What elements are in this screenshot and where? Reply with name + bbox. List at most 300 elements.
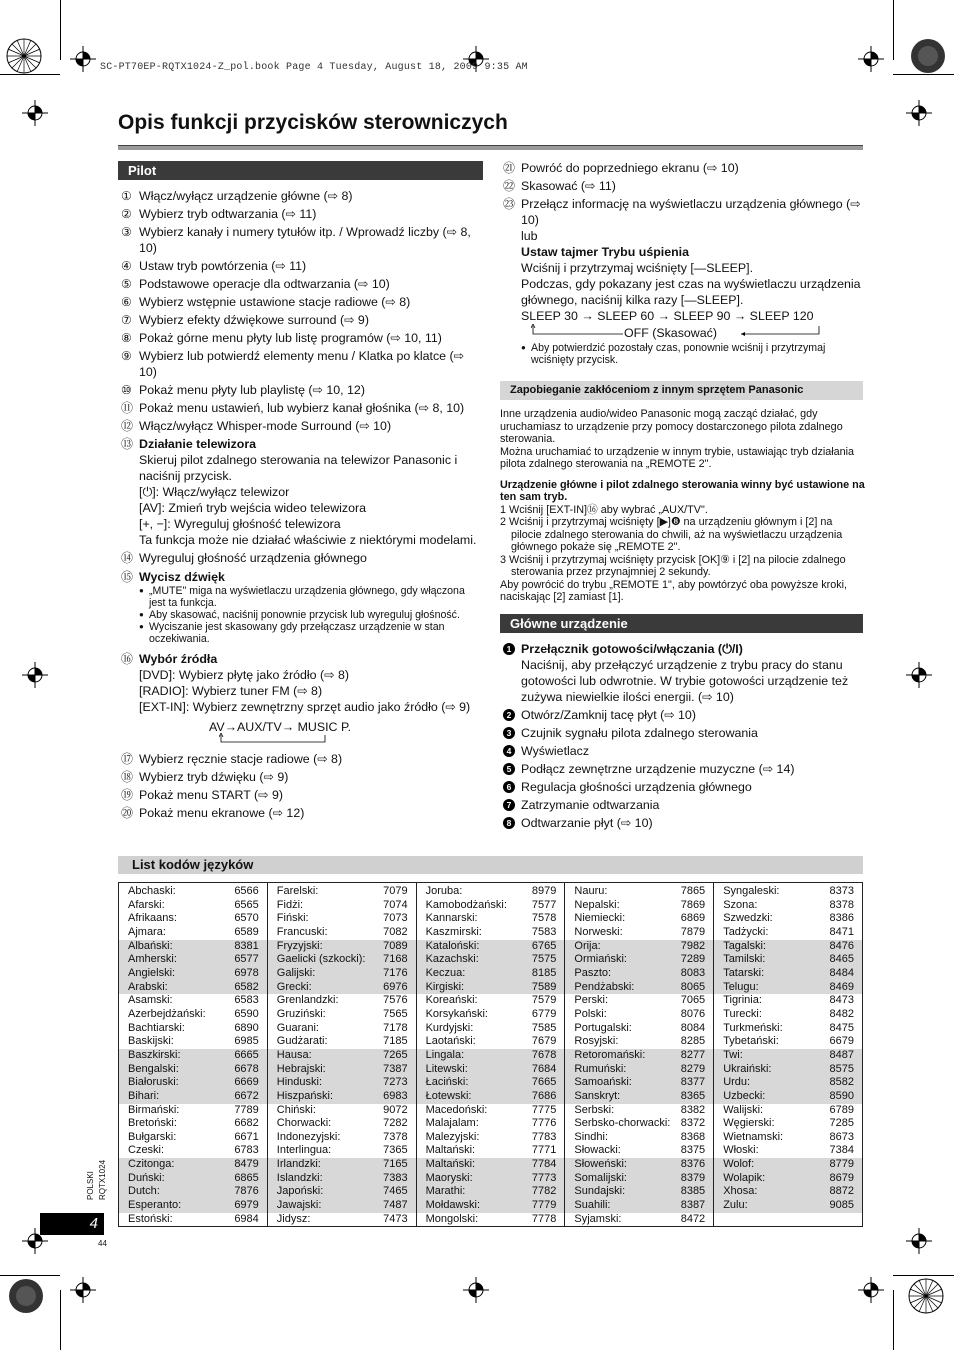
language-name: Maltański:: [425, 1158, 476, 1171]
language-code: 8277: [680, 1048, 706, 1061]
registration-mark-top-left: [6, 38, 42, 74]
language-code: 6985: [234, 1035, 259, 1048]
language-name: Telugu:: [723, 980, 759, 993]
language-code: 6678: [234, 1062, 259, 1075]
language-name: Tatarski:: [723, 966, 765, 979]
language-code: 8779: [829, 1158, 854, 1171]
footer-language: POLSKI: [86, 1171, 95, 1200]
language-row: [417, 994, 565, 1008]
language-name: Chorwacki:: [276, 1117, 332, 1130]
language-code: 7176: [383, 966, 408, 979]
language-name: Turecki:: [723, 1007, 762, 1020]
language-name: Mołdawski:: [425, 1199, 480, 1212]
language-name: Retoromański:: [574, 1048, 646, 1061]
main-item: 2 Otwórz/Zamknij tacę płyt (⇨ 10): [500, 707, 865, 723]
language-row: [268, 1063, 416, 1077]
language-code: 7589: [531, 980, 557, 993]
language-row: [119, 1035, 267, 1049]
registration-mark-bottom-right: [908, 1278, 944, 1314]
crosshair-right-bottom: [906, 1228, 932, 1254]
language-column: [417, 883, 566, 1226]
language-row: [714, 967, 862, 981]
pilot-item: ⑫ Włącz/wyłącz Whisper-mode Surround (⇨ 10): [121, 419, 392, 433]
pilot-item-volume: ⑭ Wyreguluj głośność urządzenia głównego: [121, 551, 367, 565]
language-code: 8385: [680, 1185, 706, 1198]
language-row: [417, 1008, 565, 1022]
language-row: [119, 953, 267, 967]
pilot-item: ⑥ Wybierz wstępnie ustawione stacje radiowe (⇨ 8): [121, 295, 411, 309]
language-row: [268, 1008, 416, 1022]
language-name: Wietnamski:: [723, 1130, 784, 1143]
language-code: 7073: [383, 912, 408, 925]
language-row: [268, 1131, 416, 1145]
language-name: Słowacki:: [574, 1144, 621, 1157]
section-pilot-heading: Pilot: [118, 161, 483, 180]
language-code: 8365: [680, 1089, 706, 1102]
language-row: [417, 1104, 565, 1118]
main-unit-list: [500, 641, 865, 833]
language-column: [714, 883, 862, 1226]
language-row: [119, 1104, 267, 1118]
language-row: [268, 885, 416, 899]
language-row: [565, 885, 713, 899]
language-row: [417, 1063, 565, 1077]
language-code: 7285: [829, 1117, 854, 1130]
language-name: Galijski:: [276, 966, 316, 979]
language-code: 8476: [829, 939, 854, 952]
language-row: [417, 912, 565, 926]
language-row: [268, 1022, 416, 1036]
language-name: Suahili:: [574, 1199, 611, 1212]
crosshair-left-mid: [22, 662, 48, 688]
footer-code: RQTX1024: [98, 1159, 107, 1200]
language-name: Samoański:: [574, 1076, 632, 1089]
language-code: 8372: [680, 1117, 706, 1130]
language-row: [417, 1158, 565, 1172]
language-row: [268, 1158, 416, 1172]
language-name: Korsykański:: [425, 1007, 488, 1020]
language-row: [268, 953, 416, 967]
crosshair-bottom-right-inner: [858, 1277, 884, 1303]
language-row: [565, 940, 713, 954]
language-code: 7079: [383, 885, 408, 897]
language-row: [714, 1117, 862, 1131]
language-row: [119, 885, 267, 899]
language-name: Jidysz:: [276, 1212, 311, 1225]
language-row: [119, 1117, 267, 1131]
language-code: 8387: [680, 1199, 706, 1212]
language-code: 7265: [383, 1048, 408, 1061]
language-code: 6565: [234, 898, 259, 911]
language-code: 6783: [234, 1144, 259, 1157]
language-name: Litewski:: [425, 1062, 468, 1075]
language-code: 7778: [531, 1212, 557, 1225]
language-row: [714, 1158, 862, 1172]
language-row: [119, 1199, 267, 1213]
language-name: Grecki:: [276, 980, 312, 993]
language-row: [565, 953, 713, 967]
language-code: 7869: [680, 898, 706, 911]
language-row: [417, 1213, 565, 1227]
language-code: 7775: [531, 1103, 557, 1116]
page-number: 4: [40, 1213, 104, 1235]
pilot-item: ⑧ Pokaż górne menu płyty lub listę programów (⇨ 10, 11): [121, 331, 442, 345]
language-row: [119, 940, 267, 954]
language-code: 6979: [234, 1199, 259, 1212]
language-name: Ormiański:: [574, 953, 627, 966]
language-row: [119, 926, 267, 940]
language-code: 8473: [829, 994, 854, 1007]
language-name: Irlandzki:: [276, 1158, 321, 1171]
language-code: 6577: [234, 953, 259, 966]
sleep-cycle-diagram: OFF (Skasować): [521, 324, 865, 340]
language-code: 7577: [531, 898, 557, 911]
language-code: 8979: [531, 885, 557, 897]
language-code: 8475: [829, 1021, 854, 1034]
language-name: Macedoński:: [425, 1103, 488, 1116]
language-code: 7473: [383, 1212, 408, 1225]
language-row: [119, 912, 267, 926]
language-code: 7576: [383, 994, 408, 1007]
language-row: [565, 1063, 713, 1077]
language-code: 7273: [383, 1076, 408, 1089]
crosshair-bottom-left-inner: [70, 1277, 96, 1303]
language-code: 7782: [531, 1185, 557, 1198]
language-name: Somalijski:: [574, 1171, 627, 1184]
main-item: 5 Podłącz zewnętrzne urządzenie muzyczne (⇨ 14): [500, 761, 865, 777]
language-name: Zulu:: [723, 1199, 748, 1212]
language-code: 6582: [234, 980, 259, 993]
language-code: 8377: [680, 1076, 706, 1089]
language-row: [268, 1213, 416, 1227]
language-row: [119, 1090, 267, 1104]
language-column: [268, 883, 417, 1226]
language-row: [417, 981, 565, 995]
language-name: Bihari:: [128, 1089, 160, 1102]
language-code: 7876: [234, 1185, 259, 1198]
language-code: 8484: [829, 966, 854, 979]
language-row: [714, 1144, 862, 1158]
language-name: Tigrinia:: [723, 994, 762, 1007]
language-code: 7773: [531, 1171, 557, 1184]
language-code: 6869: [680, 912, 706, 925]
language-row: [119, 1172, 267, 1186]
language-code: 6669: [234, 1076, 259, 1089]
language-code: 7065: [680, 994, 706, 1007]
language-code: 7082: [383, 925, 408, 938]
language-row: [565, 1104, 713, 1118]
language-name: Norweski:: [574, 925, 623, 938]
language-name: Japoński:: [276, 1185, 324, 1198]
language-code: 8479: [234, 1158, 259, 1171]
language-name: Rosyjski:: [574, 1035, 619, 1048]
language-row: [565, 1008, 713, 1022]
page-title: Opis funkcji przycisków sterowniczych: [118, 111, 508, 134]
pilot-item: ⑱ Wybierz tryb dźwięku (⇨ 9): [121, 770, 289, 784]
language-name: Fryzyjski:: [276, 939, 323, 952]
language-row: [119, 1158, 267, 1172]
language-row: [714, 1008, 862, 1022]
language-row: [268, 926, 416, 940]
language-row: [714, 912, 862, 926]
crosshair-left-top: [22, 100, 48, 126]
language-name: Chiński:: [276, 1103, 316, 1116]
language-name: Malajalam:: [425, 1117, 479, 1130]
language-row: [417, 1185, 565, 1199]
language-row: [268, 1049, 416, 1063]
print-header: SC-PT70EP-RQTX1024-Z_pol.book Page 4 Tuesday, August 18, 2009 9:35 AM: [100, 62, 528, 73]
language-row: [268, 1117, 416, 1131]
pilot-item-info-sleep: ㉓ Przełącz informację na wyświetlaczu urządzenia głównego (⇨ 10) lub Ustaw tajmer Trybu uśpienia Wciśnij i przytrzymaj wciśnięty [—SLEEP]. Podczas, gdy pokazany jest czas na wyświetlaczu urządzenia głównego, naciśnij kilka razy [—SLEEP]. SLEEP 30 → SLEEP 60 → SLEEP 90 → SLEEP 120 OFF (Skasować) ● Aby potwierdzić pozostały czas, ponownie wciśnij i przytrzymaj wciśnięty przycisk.: [500, 196, 865, 366]
language-code: 7784: [531, 1158, 557, 1171]
language-row: [565, 994, 713, 1008]
language-code: 6665: [234, 1048, 259, 1061]
pilot-item: ① Włącz/wyłącz urządzenie główne (⇨ 8): [121, 189, 353, 203]
language-name: Łotewski:: [425, 1089, 472, 1102]
language-name: Niemiecki:: [574, 912, 626, 925]
language-code: 7565: [383, 1007, 408, 1020]
language-code: 8084: [680, 1021, 706, 1034]
language-name: Czitonga:: [128, 1158, 175, 1171]
language-row: [417, 953, 565, 967]
language-code: 7465: [383, 1185, 408, 1198]
language-code: 6570: [234, 912, 259, 925]
language-row: [119, 1049, 267, 1063]
language-row: [417, 899, 565, 913]
main-item-power: 1 Przełącznik gotowości/włączania (⏻/I) Naciśnij, aby przełączyć urządzenie z trybu pracy do stanu gotowości lub odwrotnie. W trybie gotowości urządzenie też zużywa niewielkie ilości energii. (⇨ 10): [500, 641, 865, 705]
language-code: 6682: [234, 1117, 259, 1130]
pilot-item: ④ Ustaw tryb powtórzenia (⇨ 11): [121, 259, 307, 273]
language-name: Gaelicki (szkocki):: [276, 953, 366, 966]
language-name: Twi:: [723, 1048, 743, 1061]
language-row: [565, 1213, 713, 1227]
language-name: Laotański:: [425, 1035, 476, 1048]
language-code: 9072: [383, 1103, 408, 1116]
language-name: Uzbecki:: [723, 1089, 766, 1102]
language-row: [268, 994, 416, 1008]
language-name: Portugalski:: [574, 1021, 632, 1034]
language-code: 7383: [383, 1171, 408, 1184]
interference-section: Inne urządzenia audio/wideo Panasonic mogą zacząć działać, gdy uruchamiasz to urządzenie przy pomocy dostarczonego pilota zdalnego sterowania. Można uruchamiać to urządzenie w innym trybie, ustawiając tryb działania pilota zdalnego sterowania na „REMOTE 2". Urządzenie główne i pilot zdalnego sterowania winny być ustawione na ten sam tryb. 1 Wciśnij [EXT-IN]⑯ aby wybrać „AUX/TV". 2 Wciśnij i przytrzymaj wciśnięty [▶]❽ na urządzeniu głównym i [2] na pilocie zdalnego sterowania do chwili, aż na wyświetlaczu urządzenia głównego pokaże się „REMOTE 2". 3 Wciśnij i przytrzymaj wciśnięty przycisk [OK]⑨ i [2] na pilocie zdalnego sterowania przez przynajmniej 2 sekundy. Aby powrócić do trybu „REMOTE 1", aby powtórzyć oba powyższe kroki, naciskając [2] zamiast [1].: [500, 408, 865, 603]
language-name: Ukraiński:: [723, 1062, 772, 1075]
language-name: Orija:: [574, 939, 601, 952]
language-row: [268, 912, 416, 926]
language-name: Bengalski:: [128, 1062, 179, 1075]
registration-mark-top-right: [910, 38, 946, 74]
language-row: [417, 1131, 565, 1145]
language-code: 7678: [531, 1048, 557, 1061]
pilot-item: ㉒ Skasować (⇨ 11): [503, 179, 616, 193]
pilot-item: ⑤ Podstawowe operacje dla odtwarzania (⇨ 10): [121, 277, 390, 291]
language-codes-table: [118, 882, 863, 1227]
language-row: [119, 1063, 267, 1077]
language-row: [417, 1117, 565, 1131]
language-code: 7384: [829, 1144, 854, 1157]
main-item: 7 Zatrzymanie odtwarzania: [500, 797, 865, 813]
language-code: 6789: [829, 1103, 854, 1116]
language-name: Serbsko-chorwacki:: [574, 1117, 671, 1130]
language-row: [714, 1090, 862, 1104]
language-row: [417, 940, 565, 954]
language-name: Nauru:: [574, 885, 608, 897]
language-row: [714, 1172, 862, 1186]
language-code: 7783: [531, 1130, 557, 1143]
language-code: 8590: [829, 1089, 854, 1102]
language-row: [714, 1131, 862, 1145]
language-code: 8386: [829, 912, 854, 925]
language-name: Xhosa:: [723, 1185, 758, 1198]
language-name: Perski:: [574, 994, 609, 1007]
language-code: 7575: [531, 953, 557, 966]
language-name: Kataloński:: [425, 939, 480, 952]
language-code: 8472: [680, 1212, 706, 1225]
language-code: 7679: [531, 1035, 557, 1048]
language-name: Joruba:: [425, 885, 463, 897]
language-row: [417, 1090, 565, 1104]
main-item: 6 Regulacja głośności urządzenia głównego: [500, 779, 865, 795]
language-code: 7684: [531, 1062, 557, 1075]
language-name: Malezyjski:: [425, 1130, 480, 1143]
language-code: 8382: [680, 1103, 706, 1116]
language-row: [714, 940, 862, 954]
language-code: 7771: [531, 1144, 557, 1157]
language-row: [565, 912, 713, 926]
language-code: 8065: [680, 980, 706, 993]
language-name: Serbski:: [574, 1103, 615, 1116]
language-code: 7178: [383, 1021, 408, 1034]
language-code: 6865: [234, 1171, 259, 1184]
language-row: [268, 899, 416, 913]
language-row: [565, 981, 713, 995]
language-name: Islandzki:: [276, 1171, 323, 1184]
language-row: [714, 885, 862, 899]
language-row: [714, 1185, 862, 1199]
language-row: [417, 1049, 565, 1063]
language-name: Słoweński:: [574, 1158, 627, 1171]
language-name: Maoryski:: [425, 1171, 473, 1184]
language-name: Angielski:: [128, 966, 176, 979]
language-code: 6679: [829, 1035, 854, 1048]
language-row: [119, 1213, 267, 1227]
language-code: 7365: [383, 1144, 408, 1157]
language-row: [417, 1144, 565, 1158]
language-row: [417, 1022, 565, 1036]
language-name: Lingala:: [425, 1048, 465, 1061]
crosshair-bottom-center: [463, 1277, 489, 1303]
pilot-item-source: ⑯ Wybór źródła [DVD]: Wybierz płytę jako źródło (⇨ 8) [RADIO]: Wybierz tuner FM (⇨ 8) [EXT-IN]: Wybierz zewnętrzny sprzęt audio jako źródło (⇨ 9) AV→AUX/TV→ MUSIC P.: [118, 651, 483, 745]
language-row: [714, 1022, 862, 1036]
language-row: [417, 926, 565, 940]
language-row: [565, 1049, 713, 1063]
language-name: Kurdyjski:: [425, 1021, 474, 1034]
language-name: Tamilski:: [723, 953, 766, 966]
language-name: Kaszmirski:: [425, 925, 482, 938]
language-name: Esperanto:: [128, 1199, 182, 1212]
language-code: 8368: [680, 1130, 706, 1143]
language-row: [714, 994, 862, 1008]
language-code: 6671: [234, 1130, 259, 1143]
language-name: Wolapik:: [723, 1171, 766, 1184]
language-name: Tadżycki:: [723, 925, 769, 938]
language-row: [417, 1172, 565, 1186]
language-code: 8373: [829, 885, 854, 897]
language-name: Ajmara:: [128, 925, 166, 938]
registration-mark-bottom-left: [8, 1278, 44, 1314]
language-code: 6590: [234, 1007, 259, 1020]
language-name: Abchaski:: [128, 885, 176, 897]
crosshair-top-right-inner: [858, 46, 884, 72]
language-code: 8673: [829, 1130, 854, 1143]
language-code: 7879: [680, 925, 706, 938]
language-code: 6765: [531, 939, 557, 952]
language-row: [565, 1185, 713, 1199]
language-code: 7865: [680, 885, 706, 897]
language-row: [268, 1104, 416, 1118]
pilot-item: ⑨ Wybierz lub potwierdź elementy menu / Klatka po klatce (⇨ 10): [121, 349, 464, 379]
language-name: Afrikaans:: [128, 912, 177, 925]
language-code: 6589: [234, 925, 259, 938]
page-number-small: 44: [98, 1239, 107, 1248]
language-name: Kamobodżański:: [425, 898, 507, 911]
language-name: Interlingua:: [276, 1144, 332, 1157]
language-name: Bułgarski:: [128, 1130, 177, 1143]
language-name: Grenlandzki:: [276, 994, 339, 1007]
language-name: Duński:: [128, 1171, 165, 1184]
language-codes-heading: List kodów języków: [118, 856, 863, 874]
right-list: [500, 160, 865, 368]
language-row: [565, 1144, 713, 1158]
language-name: Hiszpański:: [276, 1089, 334, 1102]
language-row: [119, 1076, 267, 1090]
language-row: [268, 1199, 416, 1213]
language-row: [119, 994, 267, 1008]
language-code: 6672: [234, 1089, 259, 1102]
pilot-item: ③ Wybierz kanały i numery tytułów itp. / Wprowadź liczby (⇨ 8, 10): [121, 225, 471, 255]
language-code: 6978: [234, 966, 259, 979]
language-code: 8285: [680, 1035, 706, 1048]
pilot-item: ⑦ Wybierz efekty dźwiękowe surround (⇨ 9): [121, 313, 369, 327]
language-name: Hebrajski:: [276, 1062, 326, 1075]
crosshair-right-mid: [906, 662, 932, 688]
language-row: [417, 1076, 565, 1090]
language-name: Kazachski:: [425, 953, 479, 966]
language-row: [268, 967, 416, 981]
language-name: Guarani:: [276, 1021, 319, 1034]
language-name: Estoński:: [128, 1212, 173, 1225]
pilot-item: ⑰ Wybierz ręcznie stacje radiowe (⇨ 8): [121, 752, 343, 766]
language-row: [268, 981, 416, 995]
language-code: 8872: [829, 1185, 854, 1198]
language-row: [268, 940, 416, 954]
language-row: [119, 1131, 267, 1145]
language-code: 6890: [234, 1021, 259, 1034]
language-row: [565, 899, 713, 913]
language-row: [565, 1131, 713, 1145]
language-name: Fidżi:: [276, 898, 304, 911]
language-row: [119, 1022, 267, 1036]
language-row: [714, 1104, 862, 1118]
language-code: 8379: [680, 1171, 706, 1184]
language-name: Szwedzki:: [723, 912, 773, 925]
language-name: Gudżarati:: [276, 1035, 328, 1048]
language-code: 7282: [383, 1117, 408, 1130]
language-name: Hausa:: [276, 1048, 312, 1061]
language-name: Asamski:: [128, 994, 173, 1007]
language-code: 7185: [383, 1035, 408, 1048]
language-row: [268, 1090, 416, 1104]
language-row: [417, 1035, 565, 1049]
language-code: 7982: [680, 939, 706, 952]
